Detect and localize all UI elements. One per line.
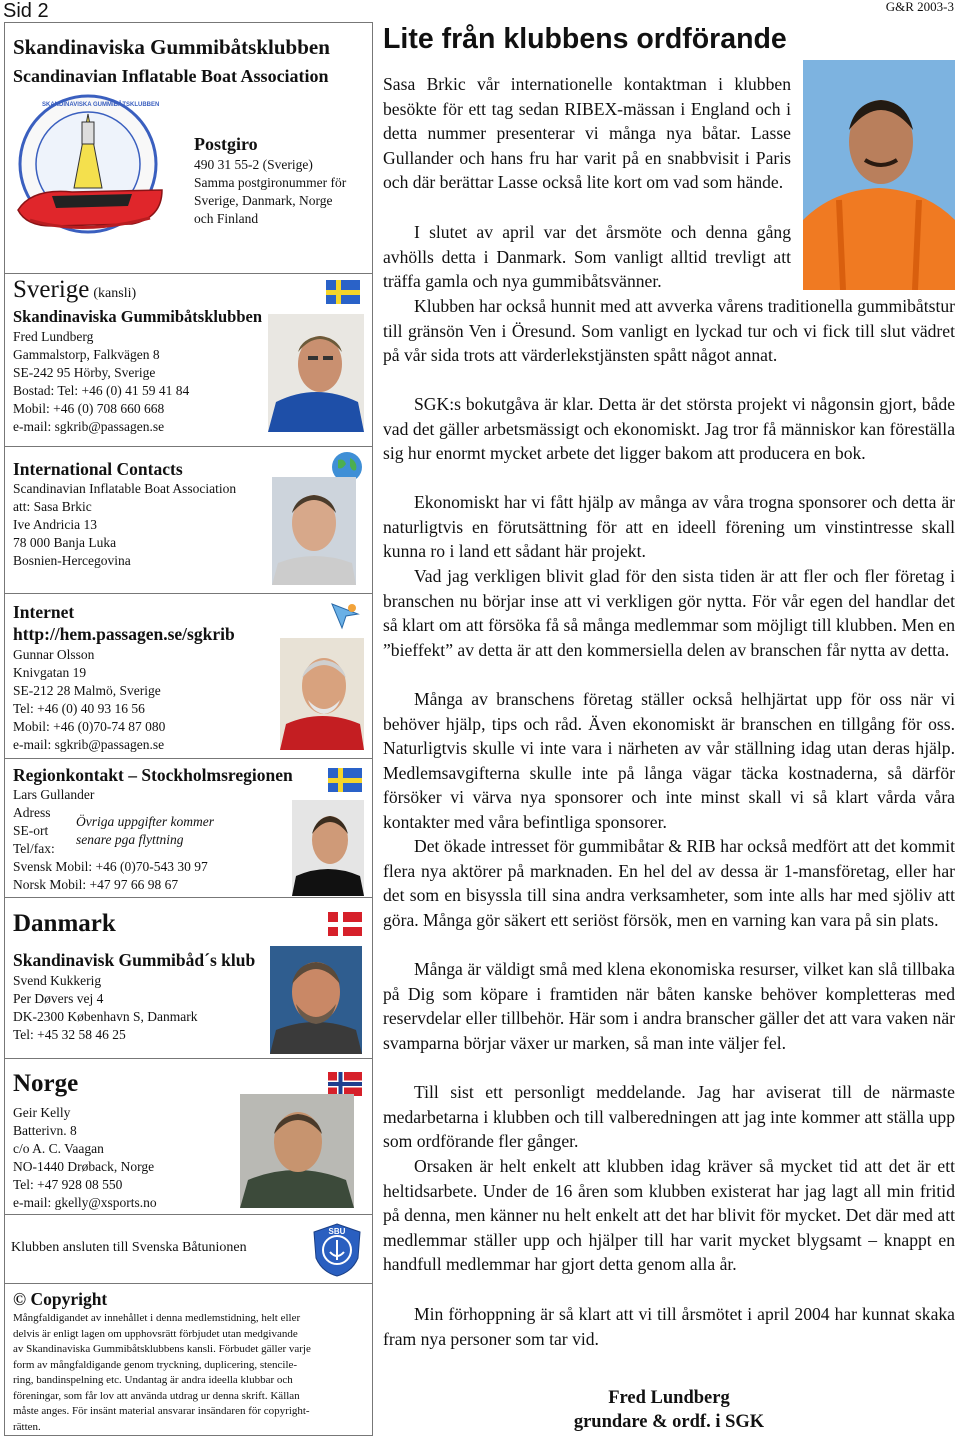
denmark-flag-icon (328, 912, 362, 936)
portrait-gunnar-olsson (280, 638, 364, 750)
sverige-heading: Sverige (13, 276, 90, 303)
article-paragraph: Min förhoppning är så klart att vi till årsmötet i april 2004 har kunnat skaka fram nya personer som tar vid. (383, 1304, 955, 1349)
international-line: Bosnien-Hercegovina (13, 553, 131, 568)
region-note: Övriga uppgifter kommer (76, 814, 214, 829)
norge-heading: Norge (13, 1070, 79, 1097)
internet-line: Knivgatan 19 (13, 665, 87, 680)
page-label: Sid 2 (3, 0, 49, 22)
sverige-line: Fred Lundberg (13, 329, 94, 344)
internet-line: Tel: +46 (0) 40 93 16 56 (13, 701, 145, 716)
divider (5, 1283, 372, 1284)
article-paragraph: Många av branschens företag ställer också helhjärtat upp för oss när vi behöver hjälp, tips och råd. Även ekonomiskt är branschen en tillgång för oss. Naturligtvis skulle vi inte vara i närheten av vår ställning idag utan deras hjälp. Medlemsavgifterna skulle inte på långa vägar täcka kostnaderna, så därför försöker vi värva nya sponsorer och inte minst skall vi så klart vårda våra kontakter med våra befintliga sponsorer. (383, 689, 955, 832)
internet-line: Gunnar Olsson (13, 647, 95, 662)
sweden-flag-icon (326, 280, 360, 304)
copyright-line: måste anges. För insänt material ansvarar insändaren för copyright- (13, 1405, 310, 1417)
postgiro-heading: Postgiro (194, 134, 258, 154)
international-line: 78 000 Banja Luka (13, 535, 117, 550)
region-name: Lars Gullander (13, 787, 95, 802)
international-heading: International Contacts (13, 459, 183, 479)
postgiro-note-2: Sverige, Danmark, Norge (194, 193, 333, 208)
club-name-en: Scandinavian Inflatable Boat Association (13, 66, 329, 86)
article-paragraph: Många är väldigt små med klena ekonomiska resurser, vilket kan slå tillbaka på Dig som köpare i framtiden när båten kanske behöver kompletteras med reservdelar eller tillbehör. Här som i andra branscher gäller det att vara vaken när svamparna börjar växer ur marken, så man inte väljer fel. (383, 959, 955, 1053)
sverige-line: Mobil: +46 (0) 708 660 668 (13, 401, 165, 416)
postgiro-number: 490 31 55-2 (Sverige) (194, 157, 313, 172)
international-line: att: Sasa Brkic (13, 499, 92, 514)
article-paragraph: Klubben har också hunnit med att avverka vårens traditionella gummibåtstur till gränsön Ven i Öresund. Som vanligt en lyckad tur och vi fick till slut vädret på vår sida trots att värderlekstjänsten spått något annat. (383, 296, 955, 366)
postgiro-note-3: och Finland (194, 211, 259, 226)
sverige-line: SE-242 95 Hörby, Sverige (13, 365, 156, 380)
sverige-heading-suffix: (kansli) (93, 286, 137, 301)
norge-email[interactable]: e-mail: gkelly@xsports.no (13, 1195, 157, 1210)
internet-email[interactable]: e-mail: sgkrib@passagen.se (13, 737, 165, 752)
internet-line: SE-212 28 Malmö, Sverige (13, 683, 161, 698)
club-logo (12, 92, 164, 242)
sbu-badge-icon (312, 1222, 362, 1278)
copyright-line: ring, bandinspelning etc. Undantag är andra ideella klubbar och (13, 1374, 293, 1386)
sverige-org: Skandinaviska Gummibåtsklubben (13, 307, 262, 326)
danmark-heading: Danmark (13, 910, 116, 937)
international-line: Scandinavian Inflatable Boat Association (13, 481, 237, 496)
sbu-badge-text: SBU (328, 1227, 346, 1236)
danmark-line: DK-2300 København S, Danmark (13, 1009, 198, 1024)
internet-cursor-icon (328, 600, 362, 630)
postgiro-note-1: Samma postgironummer för (194, 175, 347, 190)
sverige-heading-row (13, 276, 136, 304)
portrait-lars-gullander (292, 800, 364, 896)
region-label: Tel/fax: (13, 841, 55, 856)
portrait-fred-lundberg (268, 314, 364, 432)
region-label: SE-ort (13, 823, 49, 838)
article-paragraph: Till sist ett personligt meddelande. Jag har aviserat till de närmaste medarbetarna i klubben och till valberedningen att jag inte kommer att ställa upp som ordförande fler gånger. (383, 1082, 955, 1152)
danmark-line: Per Døvers vej 4 (13, 991, 104, 1006)
sverige-email[interactable]: e-mail: sgkrib@passagen.se (13, 419, 165, 434)
norge-line: Tel: +47 928 08 550 (13, 1177, 123, 1192)
article-signature-name: Fred Lundberg (608, 1388, 730, 1408)
divider (5, 1058, 372, 1059)
affiliation-text: Klubben ansluten till Svenska Båtunionen (11, 1240, 247, 1255)
copyright-line: delvis är enligt lagen om upphovsrätt förbjudet utan medgivande (13, 1327, 298, 1340)
article-paragraph: Orsaken är helt enkelt att klubben idag kräver så mycket tid att det är ett heltidsarbete. Under de 16 åren som klubben existerat har jag lagt all min fritid på denna, men känner nu helt enkelt att det har blivit för mycket. Det där med att medlemmar ställer upp och hjälper till har varit mycket blygsamt – knappt en handfull medlemmar har gjort detta genom alla år. (383, 1156, 955, 1275)
club-name-sv: Skandinaviska Gummibåtsklubben (13, 35, 330, 59)
norge-line: Geir Kelly (13, 1105, 71, 1120)
internet-line: Mobil: +46 (0)70-74 87 080 (13, 719, 166, 734)
sweden-flag-icon (328, 768, 362, 792)
article-paragraph: Vad jag verkligen blivit glad för den sista tiden är att fler och fler företag i branschen nu börjar inse att vi verkligen gör nytta. För vår egen del handlar det så klart om att försöka få så många medlemmar som möjligt till klubben. Men en ”bieffekt” av detta är att den kommersiella delen av branschen får nytta av detta. (383, 566, 955, 660)
divider (5, 593, 372, 594)
article-signature-title: grundare & ordf. i SGK (573, 1412, 765, 1432)
danmark-line: Tel: +45 32 58 46 25 (13, 1027, 126, 1042)
norge-line: c/o A. C. Vaagan (13, 1141, 104, 1156)
article-paragraph: I slutet av april var det årsmöte och denna gång avhölls detta i Danmark. Som vanligt alltid trevligt att träffa gamla och nya gummibåtsvänner. (383, 222, 791, 292)
divider (5, 1214, 372, 1215)
region-heading: Regionkontakt – Stockholmsregionen (13, 765, 293, 785)
norge-line: NO-1440 Drøback, Norge (13, 1159, 155, 1174)
international-line: Ive Andricia 13 (13, 517, 97, 532)
article-title: Lite från klubbens ordförande (383, 23, 787, 55)
region-phone: Svensk Mobil: +46 (0)70-543 30 97 (13, 859, 208, 874)
portrait-svend-kukkerig (270, 946, 362, 1054)
norge-line: Batterivn. 8 (13, 1123, 77, 1138)
logo-text: SKANDINAVISKA GUMMIBÅTSKLUBBEN (42, 102, 160, 108)
sverige-line: Gammalstorp, Falkvägen 8 (13, 347, 160, 362)
portrait-sasa-brkic (272, 477, 356, 585)
copyright-heading: © Copyright (13, 1289, 108, 1309)
region-note: senare pga flyttning (76, 832, 184, 847)
copyright-line: Mångfaldigandet av innehållet i denna medlemstidning, helt eller (13, 1312, 301, 1324)
divider (5, 897, 372, 898)
portrait-geir-kelly (240, 1094, 354, 1208)
article-paragraph: Sasa Brkic vår internationelle kontaktman i klubben besökte för ett tag sedan RIBEX-mässan i England och i detta nummer presenterar vi många nya båtar. Lasse Gullander och hans fru har varit på en snabbvisit i Paris och där berättar Lasse också lite kort om vad som hände. (383, 74, 791, 193)
issue-label: G&R 2003-3 (885, 0, 954, 14)
article-paragraph: Det ökade intresset för gummibåtar & RIB har också medfört att det kommit flera nya aktörer på marknaden. En hel del av dessa är 1-mansföretag, eller har det som en bisyssla till sina andra verksamheter, som inte alls har med sjöliv att göra. Många gör säkert ett seriöst försök, men en varning kan vara på sin plats. (383, 836, 955, 930)
region-phone: Norsk Mobil: +47 97 66 98 67 (13, 877, 179, 892)
danmark-line: Svend Kukkerig (13, 973, 102, 988)
copyright-line: av Skandinaviska Gummibåtsklubbens kansli. Förbudet gäller varje (13, 1343, 311, 1355)
article-paragraph: SGK:s bokutgåva är klar. Detta är det största projekt vi någonsin gjort, både vad det gäller arbetsmässigt och ekonomiskt. Jag tror få människor kan föreställa sig hur enormt mycket arbete det ligger bakom att producera en bok. (383, 394, 955, 464)
sverige-line: Bostad: Tel: +46 (0) 41 59 41 84 (13, 383, 190, 398)
region-label: Adress (13, 805, 51, 820)
danmark-org: Skandinavisk Gummibåd´s klub (13, 950, 256, 970)
divider (5, 273, 372, 274)
internet-url-link[interactable]: http://hem.passagen.se/sgkrib (13, 624, 235, 644)
divider (5, 446, 372, 447)
portrait-sasa-brkic-article (803, 60, 955, 290)
copyright-line: rätten. (13, 1420, 41, 1433)
copyright-line: form av mångfaldigande genom tryckning, duplicering, stencile- (13, 1358, 298, 1371)
article-paragraph: Ekonomiskt har vi fått hjälp av många av våra trogna sponsorer och detta är naturligtvis en förutsättning för att en ideell förening um vinstintresse skall kunna ro i land ett sådant här projekt. (383, 492, 955, 562)
internet-heading: Internet (13, 602, 75, 622)
copyright-line: föreningar, som får lov att använda utdrag ur denna skrift. Källan (13, 1389, 300, 1402)
divider (5, 758, 372, 759)
norway-flag-icon (328, 1072, 362, 1096)
